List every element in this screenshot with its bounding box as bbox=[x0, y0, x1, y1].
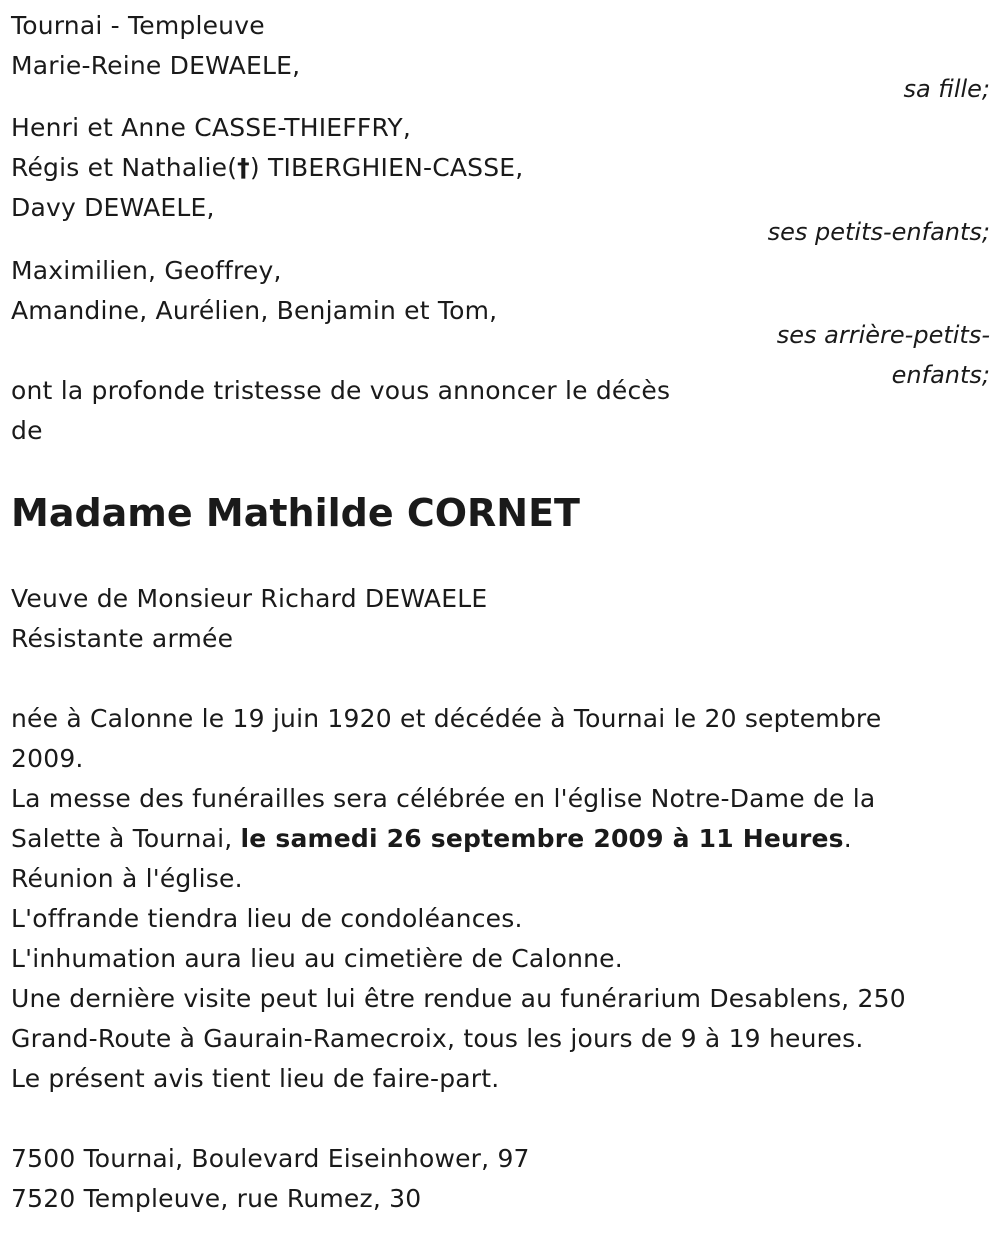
grandchild-name: Davy DEWAELE, bbox=[11, 193, 215, 222]
daughter-role: sa fille; bbox=[903, 75, 990, 103]
location-header: Tournai - Templeuve bbox=[11, 11, 265, 40]
mass-location: Salette à Tournai, bbox=[11, 824, 241, 853]
deceased-name: Madame Mathilde CORNET bbox=[11, 491, 580, 535]
grandchild-name-tiberghien bbox=[11, 148, 523, 188]
burial-line: L'inhumation aura lieu au cimetière de Calonne. bbox=[11, 944, 623, 973]
great-grandchildren-role-line1: ses arrière-petits- bbox=[776, 321, 990, 349]
visit-line: Une dernière visite peut lui être rendue au funérarium Desablens, 250 bbox=[11, 984, 906, 1013]
mass-line bbox=[11, 819, 852, 859]
address-line: 7500 Tournai, Boulevard Eiseinhower, 97 bbox=[11, 1144, 530, 1173]
tiberghien-after: ) TIBERGHIEN-CASSE, bbox=[249, 153, 524, 182]
grandchild-name: Henri et Anne CASSE-THIEFFRY, bbox=[11, 113, 412, 142]
cross-icon: † bbox=[237, 153, 250, 182]
deceased-spouse: Veuve de Monsieur Richard DEWAELE bbox=[11, 584, 488, 613]
great-grandchild-names: Maximilien, Geoffrey, bbox=[11, 256, 282, 285]
address-line: 7520 Templeuve, rue Rumez, 30 bbox=[11, 1184, 422, 1213]
announcement-line: ont la profonde tristesse de vous annoncer le décès bbox=[11, 376, 671, 405]
tiberghien-before: Régis et Nathalie( bbox=[11, 153, 238, 182]
great-grandchild-names: Amandine, Aurélien, Benjamin et Tom, bbox=[11, 296, 498, 325]
notice-line: Le présent avis tient lieu de faire-part. bbox=[11, 1064, 500, 1093]
visit-line: Grand-Route à Gaurain-Ramecroix, tous les jours de 9 à 19 heures. bbox=[11, 1024, 864, 1053]
deceased-title: Résistante armée bbox=[11, 624, 234, 653]
mass-line: La messe des funérailles sera célébrée en l'église Notre-Dame de la bbox=[11, 784, 876, 813]
birth-death-line: née à Calonne le 19 juin 1920 et décédée à Tournai le 20 septembre bbox=[11, 704, 882, 733]
mass-date: le samedi 26 septembre 2009 à 11 Heures bbox=[240, 824, 844, 853]
daughter-name: Marie-Reine DEWAELE, bbox=[11, 51, 301, 80]
announcement-line: de bbox=[11, 416, 43, 445]
great-grandchildren-role-line2: enfants; bbox=[891, 361, 990, 389]
birth-death-line: 2009. bbox=[11, 744, 84, 773]
grandchildren-role: ses petits-enfants; bbox=[767, 218, 990, 246]
mass-line-end: . bbox=[843, 824, 852, 853]
meeting-line: Réunion à l'église. bbox=[11, 864, 243, 893]
offering-line: L'offrande tiendra lieu de condoléances. bbox=[11, 904, 523, 933]
